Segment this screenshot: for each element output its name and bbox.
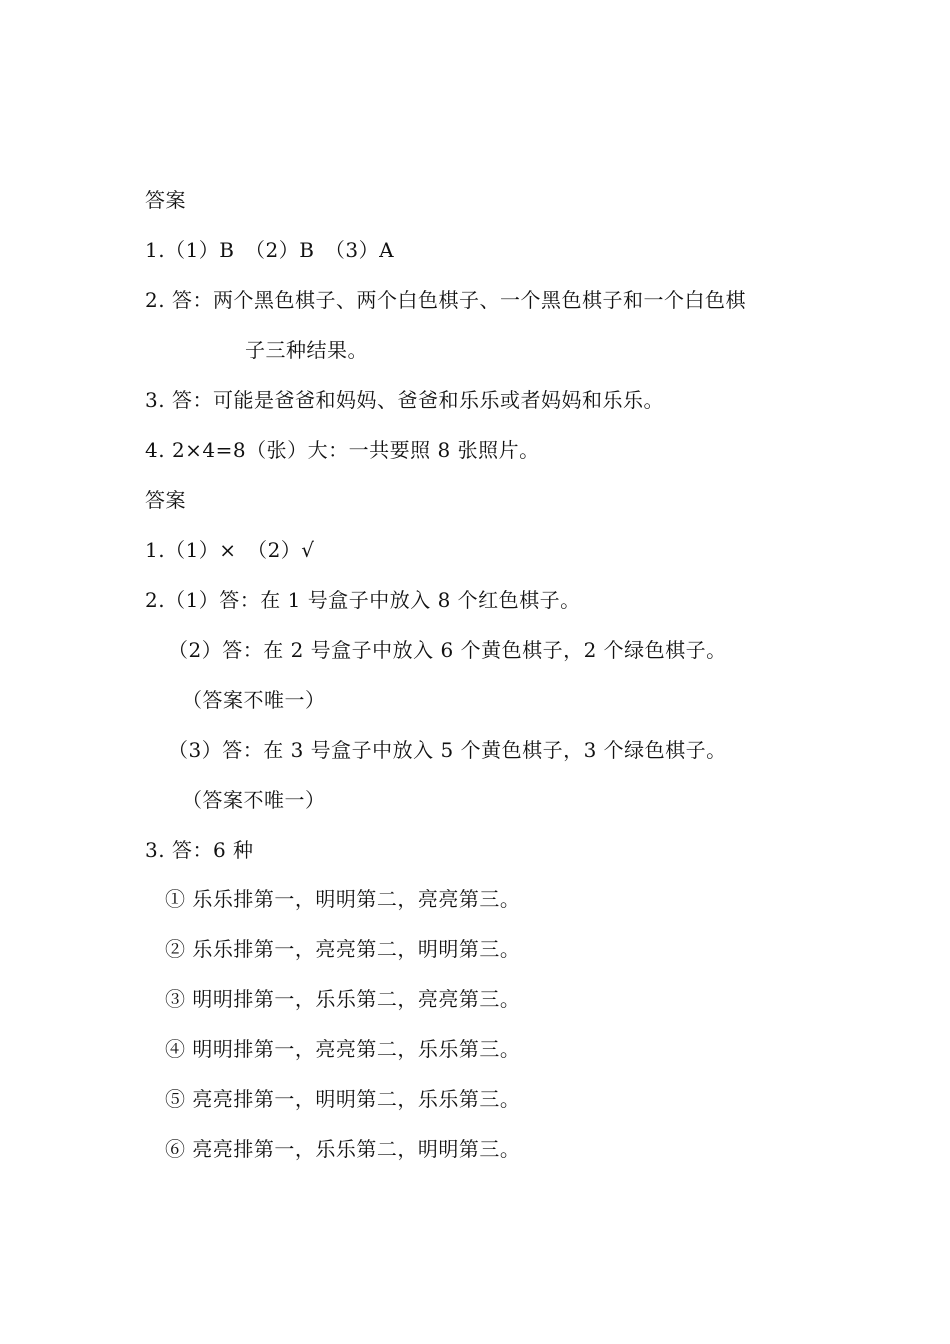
answer-2-2-part1: 2.（1）答：在 1 号盒子中放入 8 个红色棋子。: [145, 588, 581, 612]
answer-1-1: 1.（1）B （2）B （3）A: [145, 238, 395, 262]
answer-2-3-heading: 3. 答：6 种: [145, 838, 254, 862]
list-item: ⑤ 亮亮排第一，明明第二，乐乐第三。: [165, 1087, 521, 1111]
answer-1-3: 3. 答：可能是爸爸和妈妈、爸爸和乐乐或者妈妈和乐乐。: [145, 388, 664, 412]
answer-heading-2: 答案: [145, 488, 186, 512]
answer-1-2-line2: 子三种结果。: [245, 338, 368, 362]
answer-2-2-part3: （3）答：在 3 号盒子中放入 5 个黄色棋子，3 个绿色棋子。: [168, 738, 727, 762]
list-item: ② 乐乐排第一，亮亮第二，明明第三。: [165, 937, 521, 961]
list-item: ④ 明明排第一，亮亮第二，乐乐第三。: [165, 1037, 521, 1061]
answer-1-4: 4. 2×4=8（张）大：一共要照 8 张照片。: [145, 438, 540, 462]
list-item: ③ 明明排第一，乐乐第二，亮亮第三。: [165, 987, 521, 1011]
answer-2-2-part2-note: （答案不唯一）: [182, 688, 326, 712]
list-item: ⑥ 亮亮排第一，乐乐第二，明明第三。: [165, 1137, 521, 1161]
answer-2-2-part3-note: （答案不唯一）: [182, 788, 326, 812]
answer-1-2-line1: 2. 答：两个黑色棋子、两个白色棋子、一个黑色棋子和一个白色棋: [145, 288, 746, 312]
list-item: ① 乐乐排第一，明明第二，亮亮第三。: [165, 887, 521, 911]
answer-2-2-part2: （2）答：在 2 号盒子中放入 6 个黄色棋子，2 个绿色棋子。: [168, 638, 727, 662]
answer-2-1: 1.（1）× （2）√: [145, 538, 315, 562]
answer-heading-1: 答案: [145, 188, 186, 212]
